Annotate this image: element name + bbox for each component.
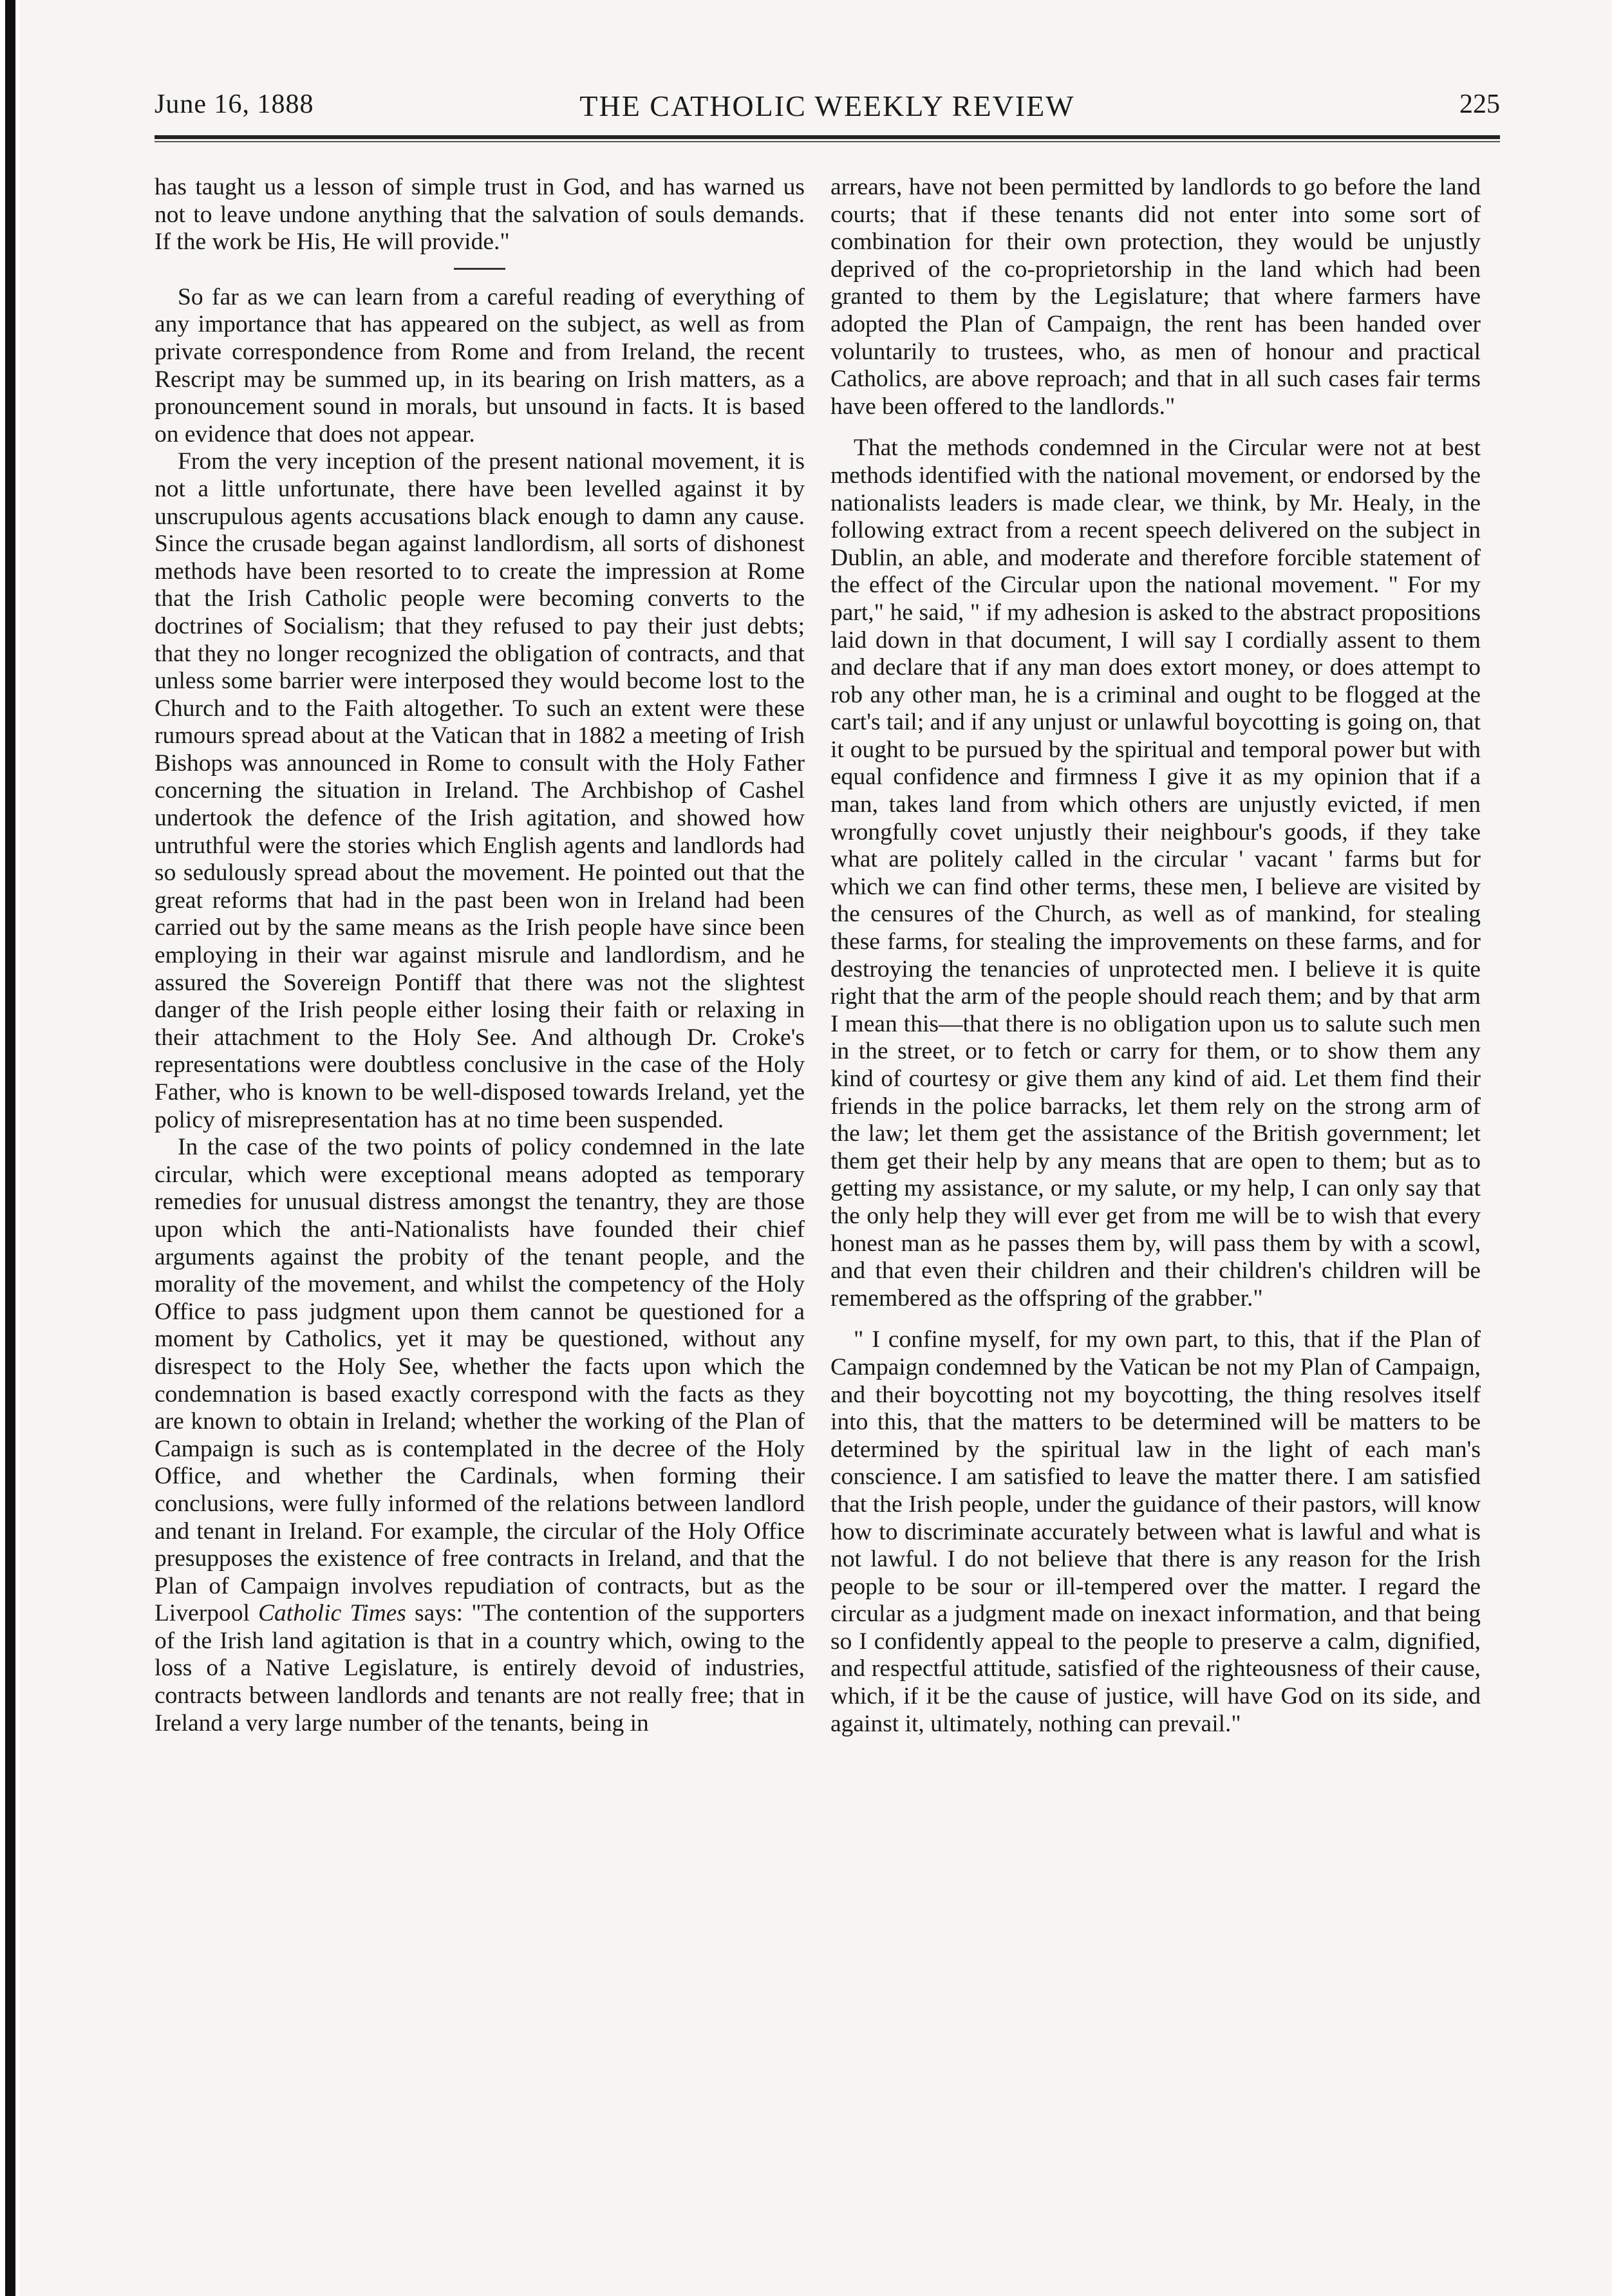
header-rule [155,135,1500,139]
left-paragraph-2: So far as we can learn from a careful reading of everything of any importance that has appeared on the subject, as well as from private correspondence from Rome and from Ireland, the recent Rescript may be summed up, in its bearing on Irish matters, as a pronouncement sound in morals, but unsound in facts. It is based on evidence that does not appear. [155,283,805,447]
publication-title: THE CATHOLIC WEEKLY REVIEW [579,89,1075,122]
left-paragraph-3: From the very inception of the present national movement, it is not a little unfortunate, there have been levelled against it by unscrupulous agents accusations black enough to damn any cause. Since the crusade began against landlordism, all sorts of dishonest methods have been resorted to to create the impression at Rome that the Irish Catholic people were becoming converts to the doctrines of Socialism; that they refused to pay their just debts; that they no longer recognized the obligation of contracts, and that unless some barrier were interposed they would become lost to the Church and to the Faith altogether. To such an extent were these rumours spread about at the Vatican that in 1882 a meeting of Irish Bishops was announced in Rome to consult with the Holy Father concerning the situation in Ireland. The Archbishop of Cashel undertook the defence of the Irish agitation, and showed how untruthful were the stories which English agents and landlords had so sedulously spread about the movement. He pointed out that the great reforms that had in the past been won in Ireland had been carried out by the same means as the Irish people have since been employing in their war against misrule and landlordism, and he assured the Sovereign Pontiff that there was not the slightest danger of the Irish people either losing their faith or relaxing in their attachment to the Holy See. And although Dr. Croke's representations were doubtless conclusive in the case of the Holy Father, who is known to be well-disposed towards Ireland, yet the policy of misrepresentation has at no time been suspended. [155,448,805,1133]
right-column [830,174,1481,1738]
running-header [155,89,1500,127]
left-paragraph-1: has taught us a lesson of simple trust in God, and has warned us not to leave undone anything that the salvation of souls demands. If the work be His, He will provide." [155,174,805,256]
right-paragraph-3: " I confine myself, for my own part, to this, that if the Plan of Campaign condemned by the Vatican be not my Plan of Campaign, and their boycotting not my boycotting, the thing resolves itself into this, that the matters to be determined will be matters to be determined by the spiritual law in the light of each man's conscience. I am satisfied to leave the matter there. I am satisfied that the Irish people, under the guidance of their pastors, will know how to discriminate accurately between what is lawful and what is not lawful. I do not believe that there is any reason for the Irish people to be sour or ill-tempered over the matter. I regard the circular as a judgment made on inexact information, and that being so I confidently appeal to the people to preserve a calm, dignified, and respectful attitude, satisfied of the righteousness of their cause, which, if it be the cause of justice, will have God on its side, and against it, ultimately, nothing can prevail." [830,1326,1481,1737]
left-paragraph-4-text-a: In the case of the two points of policy condemned in the late circular, which were exceptional means adopted as temporary remedies for unusual distress amongst the tenantry, they are those upon which the anti-Nationalists have founded their chief arguments against the probity of the tenant people, and the morality of the movement, and whilst the competency of the Holy Office to pass judgment upon them cannot be questioned for a moment by Catholics, yet it may be questioned, without any disrespect to the Holy See, whether the facts upon which the condemnation is based exactly correspond with the facts as they are known to obtain in Ireland; whether the working of the Plan of Campaign is such as is contemplated in the decree of the Holy Office, and whether the Cardinals, when forming their conclusions, were fully informed of the relations between landlord and tenant in Ireland. For example, the circular of the Holy Office presupposes the existence of free contracts in Ireland, and that the Plan of Campaign involves repudiation of contracts, but as the Liverpool [155,1134,805,1627]
section-divider [454,268,505,270]
newspaper-name: Catholic Times [258,1600,406,1627]
binding-margin-line [5,0,15,2296]
page-number: 225 [1459,89,1500,119]
right-paragraph-1: arrears, have not been permitted by landlords to go before the land courts; that if these tenants did not enter into some sort of combination for their own protection, they would be unjustly deprived of the co-proprietorship in the land which had been granted to them by the Legislature; that where farmers have adopted the Plan of Campaign, the rent has been handed over voluntarily to trustees, who, as men of honour and practical Catholics, are above reproach; and that in all such cases fair terms have been offered to the landlords." [830,174,1481,420]
left-column [155,174,805,1737]
right-paragraph-2: That the methods condemned in the Circular were not at best methods identified with the national movement, or endorsed by the nationalists leaders is made clear, we think, by Mr. Healy, in the following extract from a recent speech delivered on the subject in Dublin, an able, and moderate and therefore forcible statement of the effect of the Circular upon the national movement. " For my part," he said, " if my adhesion is asked to the abstract propositions laid down in that document, I will say I cordially assent to them and declare that if any man does extort money, or does attempt to rob any other man, he is a criminal and ought to be flogged at the cart's tail; and if any unjust or unlawful boycotting is going on, that it ought to be pursued by the spiritual and temporal power but with equal confidence and firmness I give it as my opinion that if a man, takes land from which others are unjustly evicted, if men wrongfully covet unjustly their neighbour's goods, if they take what are politely called in the circular ' vacant ' farms but for which we can find other terms, these men, I believe are visited by the censures of the Church, as well as of mankind, for stealing these farms, for stealing the improvements on these farms, and for destroying the tenancies of unprotected men. I believe it is quite right that the arm of the people should reach them; and by that arm I mean this—that there is no obligation upon us to salute such men in the street, or to fetch or carry for them, or to show them any kind of courtesy or give them any kind of aid. Let them find their friends in the police barracks, let them rely on the strong arm of the law; let them get the assistance of the British government; let them get their help by any means that are open to them; but as to getting my assistance, or my salute, or my help, I can only say that the only help they will ever get from me will be to wish that every honest man as he passes them by, will pass them by with a scowl, and that even their children and their children's children will be remembered as the offspring of the grabber." [830,435,1481,1312]
issue-date: June 16, 1888 [155,89,314,119]
left-paragraph-4 [155,1134,805,1737]
header-rule-thin [155,141,1500,142]
left-paragraph-4-text-b: says: "The contention of the supporters of the Irish land agitation is that in a country which, owing to the loss of a Native Legislature, is entirely devoid of industries, contracts between landlords and tenants are not really free; that in Ireland a very large number of the tenants, being in [155,1600,805,1736]
